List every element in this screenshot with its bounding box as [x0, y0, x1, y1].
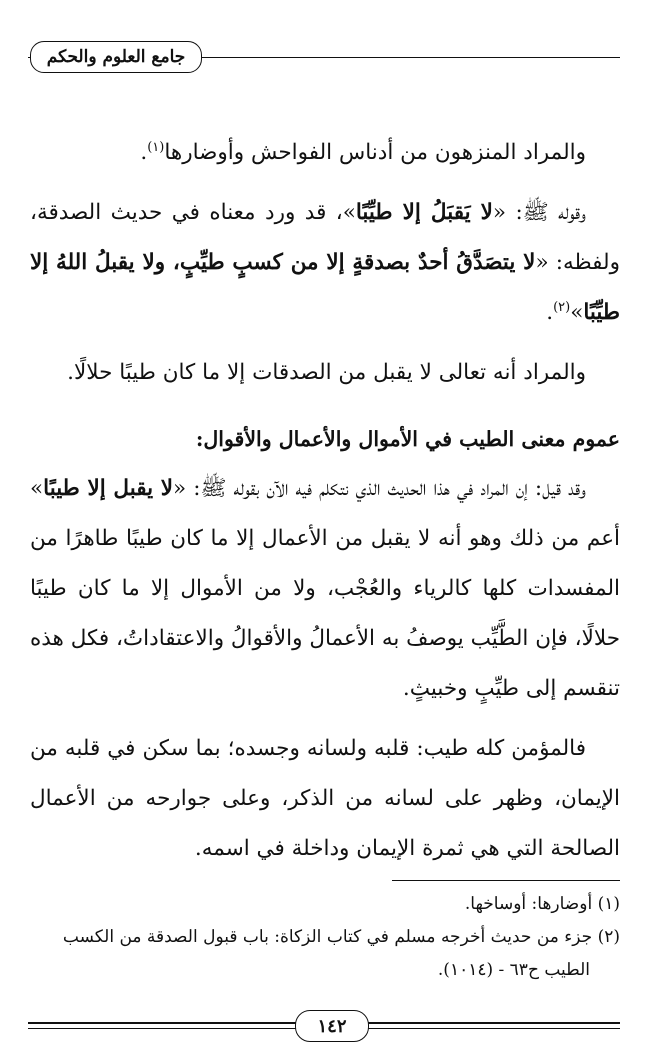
hadith-quote-3: لا يقبل إلا طيبًا	[43, 476, 174, 501]
paragraph-1: والمراد المنزهون من أدناس الفواحش وأوضارها$^{(١)}$.	[140, 139, 586, 165]
footnote-ref-2: (٢)	[553, 299, 571, 315]
footnote-separator	[392, 880, 620, 881]
section-heading: عموم معنى الطيب في الأموال والأعمال والأقوال:	[195, 427, 620, 451]
footnote-2: (٢) جزء من حديث أخرجه مسلم في كتاب الزكاة: باب قبول الصدقة من الكسب	[62, 927, 620, 947]
paragraph-4: وقد قيل: إن المراد في هذا الحديث الذي نتكلم فيه الآن بقوله ﷺ: «لا يقبل إلا طيبًا» أعم من ذلك وهو أنه لا يقبل من الأعمال إلا ما كان طيبًا طاهرًا من المفسدات كلها كالرياء والعُجْب، ولا من الأموال إلا ما كان طيبًا حلالًا، فإن الطَّيِّب يوصفُ به الأعمالُ والأقوالُ والاعتقاداتُ، فكل هذه تنقسم إلى طيِّبٍ وخبيثٍ.	[30, 476, 620, 701]
running-header	[30, 41, 202, 73]
paragraph-2: وقوله ﷺ: «لا يَقبَلُ إلا طيِّبًا»، قد ورد معناه في حديث الصدقة، ولفظه: «لا يتصَدَّقُ أحدٌ بصدقةٍ إلا من كسبٍ طيِّبٍ، ولا يقبلُ اللهُ إلا طيِّبًا»$^{(٢)}$.	[30, 200, 620, 325]
hadith-quote-1: لا يَقبَلُ إلا طيِّبًا	[355, 200, 493, 225]
hadith-quote-2: لا يتصَدَّقُ أحدٌ بصدقةٍ إلا من كسبٍ طيِّبٍ، ولا يقبلُ اللهُ إلا طيِّبًا	[30, 250, 620, 325]
footnotes	[30, 888, 620, 987]
paragraph-3: والمراد أنه تعالى لا يقبل من الصدقات إلا ما كان طيبًا حلالًا.	[67, 360, 586, 385]
footnote-1: (١) أوضارها: أوساخها.	[464, 894, 620, 914]
book-title: جامع العلوم والحكم	[46, 47, 186, 67]
footnote-ref-1: (١)	[147, 139, 165, 155]
footnote-2-continued: الطيب ح٦٣ - (١٠١٤).	[437, 960, 590, 980]
page-number-badge	[295, 1010, 369, 1042]
main-text	[30, 128, 620, 874]
page-number: ١٤٢	[317, 1015, 347, 1037]
paragraph-5: فالمؤمن كله طيب: قلبه ولسانه وجسده؛ بما سكن في قلبه من الإيمان، وظهر على لسانه من الذكر، وعلى جوارحه من الأعمال الصالحة التي هي ثمرة الإيمان وداخلة في اسمه.	[30, 736, 620, 861]
